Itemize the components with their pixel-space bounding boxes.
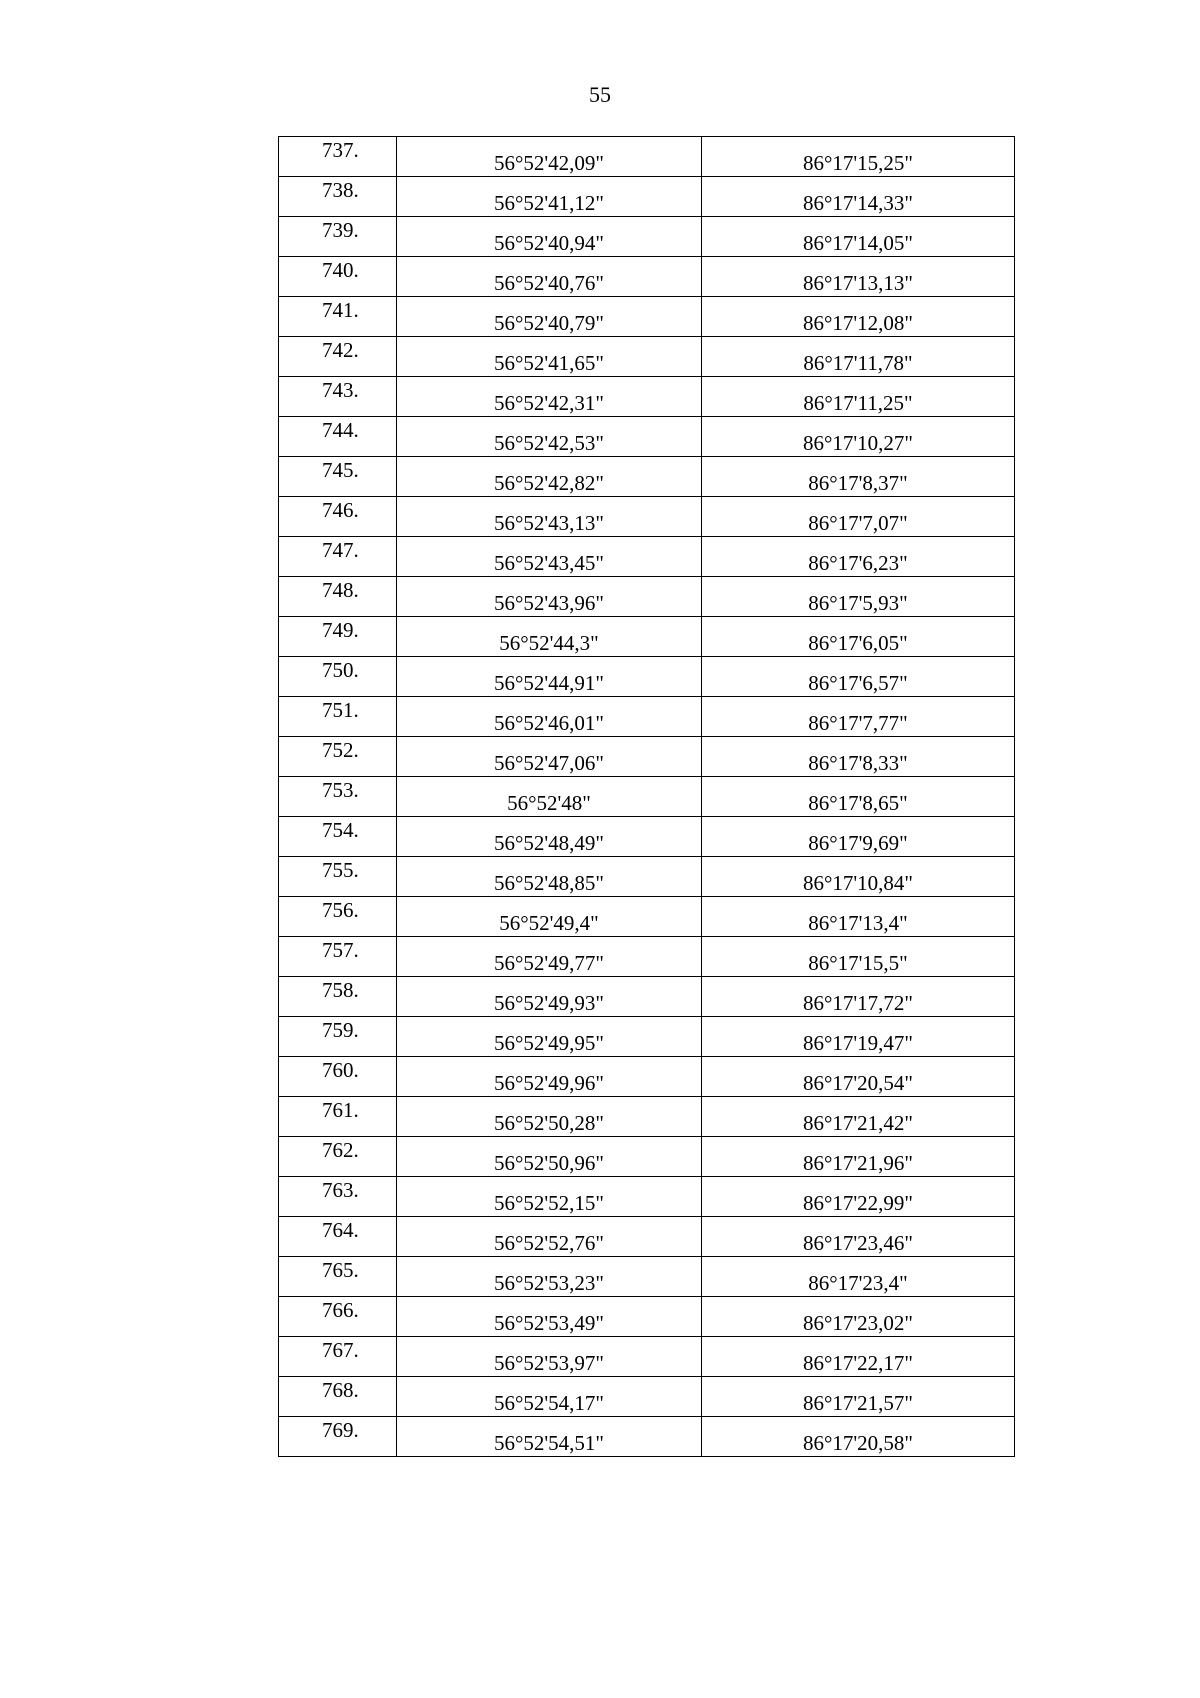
- latitude-cell: 56°52'49,93": [397, 977, 702, 1017]
- latitude-cell: 56°52'42,82": [397, 457, 702, 497]
- longitude-cell: 86°17'21,42": [702, 1097, 1015, 1137]
- coordinates-table-body: [279, 137, 1015, 1457]
- latitude-cell: 56°52'48,85": [397, 857, 702, 897]
- latitude-cell: 56°52'43,45": [397, 537, 702, 577]
- point-number-cell: 744.: [279, 417, 397, 457]
- table-row: [279, 937, 1015, 977]
- longitude-cell: 86°17'20,58": [702, 1417, 1015, 1457]
- page-number: 55: [589, 82, 611, 107]
- point-number-cell: 745.: [279, 457, 397, 497]
- latitude-cell: 56°52'47,06": [397, 737, 702, 777]
- table-row: [279, 337, 1015, 377]
- latitude-cell: 56°52'40,94": [397, 217, 702, 257]
- point-number-cell: 753.: [279, 777, 397, 817]
- longitude-cell: 86°17'14,05": [702, 217, 1015, 257]
- longitude-cell: 86°17'15,25": [702, 137, 1015, 177]
- longitude-cell: 86°17'23,46": [702, 1217, 1015, 1257]
- latitude-cell: 56°52'49,95": [397, 1017, 702, 1057]
- longitude-cell: 86°17'15,5": [702, 937, 1015, 977]
- latitude-cell: 56°52'50,28": [397, 1097, 702, 1137]
- longitude-cell: 86°17'11,78": [702, 337, 1015, 377]
- latitude-cell: 56°52'44,91": [397, 657, 702, 697]
- table-row: [279, 897, 1015, 937]
- table-row: [279, 1097, 1015, 1137]
- table-row: [279, 177, 1015, 217]
- longitude-cell: 86°17'22,99": [702, 1177, 1015, 1217]
- point-number-cell: 746.: [279, 497, 397, 537]
- latitude-cell: 56°52'49,96": [397, 1057, 702, 1097]
- table-row: [279, 617, 1015, 657]
- latitude-cell: 56°52'53,97": [397, 1337, 702, 1377]
- point-number-cell: 752.: [279, 737, 397, 777]
- table-row: [279, 377, 1015, 417]
- latitude-cell: 56°52'53,49": [397, 1297, 702, 1337]
- table-row: [279, 1137, 1015, 1177]
- table-row: [279, 817, 1015, 857]
- point-number-cell: 756.: [279, 897, 397, 937]
- point-number-cell: 766.: [279, 1297, 397, 1337]
- latitude-cell: 56°52'41,12": [397, 177, 702, 217]
- point-number-cell: 738.: [279, 177, 397, 217]
- longitude-cell: 86°17'7,77": [702, 697, 1015, 737]
- point-number-cell: 765.: [279, 1257, 397, 1297]
- longitude-cell: 86°17'14,33": [702, 177, 1015, 217]
- longitude-cell: 86°17'11,25": [702, 377, 1015, 417]
- longitude-cell: 86°17'22,17": [702, 1337, 1015, 1377]
- table-row: [279, 1257, 1015, 1297]
- point-number-cell: 737.: [279, 137, 397, 177]
- longitude-cell: 86°17'13,4": [702, 897, 1015, 937]
- point-number-cell: 749.: [279, 617, 397, 657]
- point-number-cell: 758.: [279, 977, 397, 1017]
- point-number-cell: 742.: [279, 337, 397, 377]
- latitude-cell: 56°52'54,51": [397, 1417, 702, 1457]
- latitude-cell: 56°52'41,65": [397, 337, 702, 377]
- latitude-cell: 56°52'40,79": [397, 297, 702, 337]
- table-row: [279, 1377, 1015, 1417]
- longitude-cell: 86°17'23,02": [702, 1297, 1015, 1337]
- table-row: [279, 777, 1015, 817]
- longitude-cell: 86°17'8,33": [702, 737, 1015, 777]
- table-row: [279, 537, 1015, 577]
- latitude-cell: 56°52'50,96": [397, 1137, 702, 1177]
- longitude-cell: 86°17'6,05": [702, 617, 1015, 657]
- point-number-cell: 740.: [279, 257, 397, 297]
- table-row: [279, 457, 1015, 497]
- point-number-cell: 748.: [279, 577, 397, 617]
- latitude-cell: 56°52'49,4": [397, 897, 702, 937]
- point-number-cell: 764.: [279, 1217, 397, 1257]
- longitude-cell: 86°17'13,13": [702, 257, 1015, 297]
- point-number-cell: 755.: [279, 857, 397, 897]
- latitude-cell: 56°52'42,53": [397, 417, 702, 457]
- point-number-cell: 760.: [279, 1057, 397, 1097]
- longitude-cell: 86°17'5,93": [702, 577, 1015, 617]
- point-number-cell: 769.: [279, 1417, 397, 1457]
- table-row: [279, 297, 1015, 337]
- table-row: [279, 577, 1015, 617]
- latitude-cell: 56°52'49,77": [397, 937, 702, 977]
- latitude-cell: 56°52'52,15": [397, 1177, 702, 1217]
- longitude-cell: 86°17'6,23": [702, 537, 1015, 577]
- point-number-cell: 757.: [279, 937, 397, 977]
- table-row: [279, 1417, 1015, 1457]
- coordinates-table: [278, 136, 1015, 1457]
- longitude-cell: 86°17'12,08": [702, 297, 1015, 337]
- table-row: [279, 1057, 1015, 1097]
- table-row: [279, 217, 1015, 257]
- latitude-cell: 56°52'42,31": [397, 377, 702, 417]
- table-row: [279, 737, 1015, 777]
- table-row: [279, 697, 1015, 737]
- latitude-cell: 56°52'54,17": [397, 1377, 702, 1417]
- longitude-cell: 86°17'17,72": [702, 977, 1015, 1017]
- point-number-cell: 761.: [279, 1097, 397, 1137]
- table-row: [279, 1017, 1015, 1057]
- point-number-cell: 751.: [279, 697, 397, 737]
- table-row: [279, 1217, 1015, 1257]
- longitude-cell: 86°17'8,37": [702, 457, 1015, 497]
- point-number-cell: 743.: [279, 377, 397, 417]
- latitude-cell: 56°52'44,3": [397, 617, 702, 657]
- latitude-cell: 56°52'46,01": [397, 697, 702, 737]
- table-row: [279, 257, 1015, 297]
- latitude-cell: 56°52'48": [397, 777, 702, 817]
- table-row: [279, 497, 1015, 537]
- longitude-cell: 86°17'8,65": [702, 777, 1015, 817]
- longitude-cell: 86°17'21,96": [702, 1137, 1015, 1177]
- longitude-cell: 86°17'9,69": [702, 817, 1015, 857]
- latitude-cell: 56°52'53,23": [397, 1257, 702, 1297]
- latitude-cell: 56°52'40,76": [397, 257, 702, 297]
- longitude-cell: 86°17'6,57": [702, 657, 1015, 697]
- point-number-cell: 763.: [279, 1177, 397, 1217]
- latitude-cell: 56°52'52,76": [397, 1217, 702, 1257]
- point-number-cell: 768.: [279, 1377, 397, 1417]
- point-number-cell: 762.: [279, 1137, 397, 1177]
- point-number-cell: 739.: [279, 217, 397, 257]
- latitude-cell: 56°52'48,49": [397, 817, 702, 857]
- latitude-cell: 56°52'42,09": [397, 137, 702, 177]
- longitude-cell: 86°17'23,4": [702, 1257, 1015, 1297]
- table-row: [279, 137, 1015, 177]
- latitude-cell: 56°52'43,96": [397, 577, 702, 617]
- point-number-cell: 747.: [279, 537, 397, 577]
- longitude-cell: 86°17'19,47": [702, 1017, 1015, 1057]
- table-row: [279, 417, 1015, 457]
- point-number-cell: 759.: [279, 1017, 397, 1057]
- point-number-cell: 750.: [279, 657, 397, 697]
- longitude-cell: 86°17'20,54": [702, 1057, 1015, 1097]
- longitude-cell: 86°17'10,84": [702, 857, 1015, 897]
- longitude-cell: 86°17'10,27": [702, 417, 1015, 457]
- point-number-cell: 767.: [279, 1337, 397, 1377]
- latitude-cell: 56°52'43,13": [397, 497, 702, 537]
- point-number-cell: 741.: [279, 297, 397, 337]
- table-row: [279, 657, 1015, 697]
- longitude-cell: 86°17'21,57": [702, 1377, 1015, 1417]
- table-row: [279, 1337, 1015, 1377]
- table-row: [279, 977, 1015, 1017]
- table-row: [279, 857, 1015, 897]
- table-row: [279, 1297, 1015, 1337]
- longitude-cell: 86°17'7,07": [702, 497, 1015, 537]
- table-row: [279, 1177, 1015, 1217]
- point-number-cell: 754.: [279, 817, 397, 857]
